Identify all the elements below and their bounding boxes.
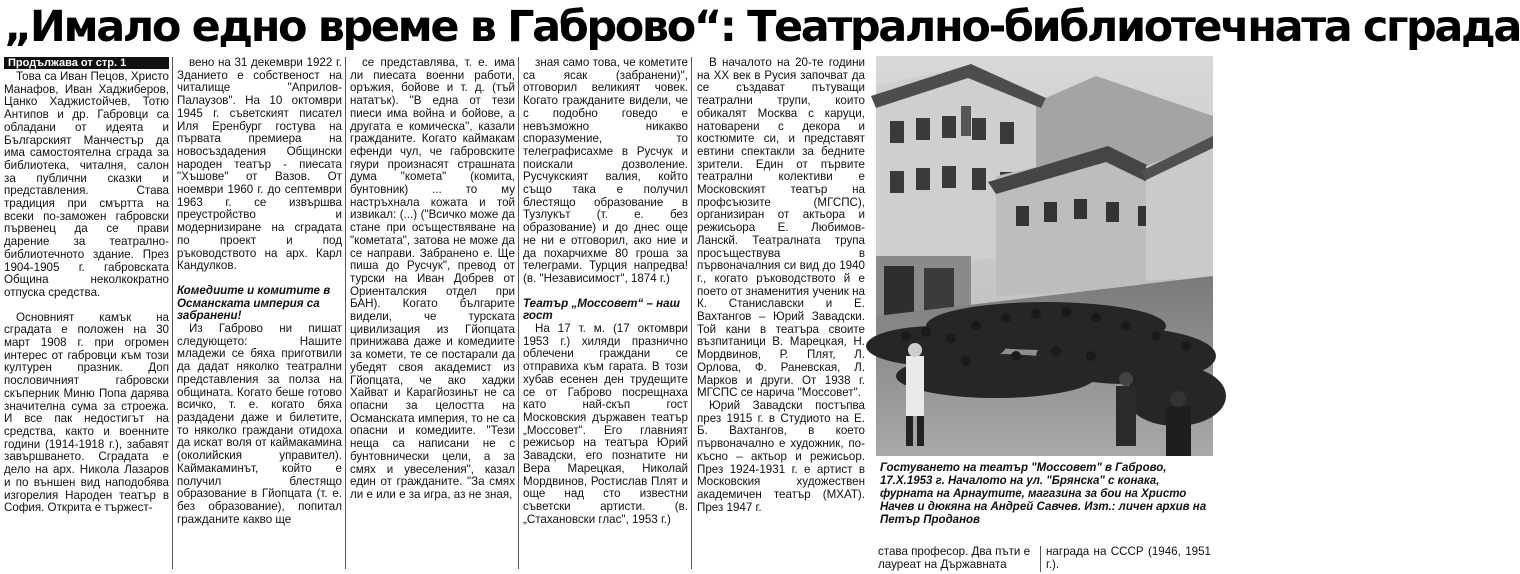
article-column-1 (4, 57, 169, 572)
paragraph: се представлява, т. е. има ли пиесата военни работи, оръжия, бойове и т. д. (тъй нататък). "В една от тези пиеси има война и бойове, а другата е комическа", казали гражданите. Когато каймакам ефенди чул, че габровските гяури произнасят страшната дума "комета" (комита, бунтовник) ... то му настръхнала кожата и той извикал: (...) ("Всичко може да стане при осъществяване на "кометата", затова не може да се направи. Забранено е. Ще пиша до Русчук", превод от турски на Иван Добрев от Ориенталския отдел при БАН). Когато българите видели, че турската цивилизация из Гйопцата принижава даже и комедиите за комети, те се постарали да убедят своя академист из Гйопцата, че ако хаджи Хайват и Карагйозиньт не са опасни за целостта на Османската империя, то не са опасни и комедиите. "Тези неща са написани не с бунтовнически цели, а за смях и увеселения", казал един от гражданите. "За смях ли е или е за игра, аз не зная, (350, 56, 515, 501)
headline: „Имало едно време в Габрово“: Театрално-библиотечната сграда (4, 2, 1520, 52)
column-divider (1040, 546, 1041, 572)
article-column-3 (350, 57, 515, 572)
continued-tag: Продължава от стр. 1 (4, 57, 169, 69)
column-divider (345, 57, 346, 569)
paragraph: вено на 31 декември 1922 г. Зданието е собственост на читалище "Априлов-Палаузов". На 10 октомври 1945 г. съветският писател Иля Еренбург гостува на първата премиера на новосъздадения Общински народен театър - пиесата "Хъшове" от Вазов. От ноември 1960 г. до септември 1963 г. се извършва преустройство и модернизиране на сградата по проект и под ръководството на арх. Карл Кандулков. (177, 56, 342, 273)
paragraph: Из Габрово ни пишат следующето: Нашите младежи се бяха приготвили да дадат няколко театрални представления за полза на общината. Когато беше готово всичко, т. е. когато бяха раздадени даже и билетите, то няколко граждани отидоха да искат воля от каймакамина (околийския управител). Каймакаминът, който е получил блестящо образование в Гйопцата (т. е. без образование), попитал гражданите какво ще (177, 322, 342, 526)
article-column-2 (177, 57, 342, 572)
section-subheading: Театър „Моссовет“ – наш гост (523, 296, 680, 323)
paragraph: На 17 т. м. (17 октомври 1953 г.) хиляди празнично облечени граждани се отправиха към гарата. В този хубав есенен ден трудещите се от Габрово посрещнаха като най-скъп гост Московския държавен театър „Моссовет". Его главният режисьор на театъра Юрий Завадски, его познатите ни Вера Марецкая, Николай Мордвинов, Ростислав Плят и още над сто известни съветски артисти. (в. „Стахановски глас", 1953 г.) (523, 322, 688, 526)
photo-illustration (876, 56, 1213, 456)
column-divider (172, 57, 173, 569)
column-divider (518, 57, 519, 569)
article-column-4 (523, 57, 688, 572)
column-divider (691, 57, 692, 569)
paragraph: Юрий Завадски постъпва през 1915 г. в Студиото на Е. Б. Вахтангов, в което първоначално е художник, по-късно – актьор и режисьор. През 1924-1931 г. е артист в Московския художествен академичен театър (МХАТ). През 1947 г. (697, 398, 865, 514)
paragraph: Това са Иван Пецов, Христо Манафов, Иван Хаджиберов, Цанко Хаджистойчев, Тотю Антипов и др. Габровци са обладани от идеята и Българският Манчестър да има самостоятелна сграда за библиотека, читалня, салон за публични сказки и представления. Става традиция при смъртта на всеки по-заможен габровски първенец да се прави дарение за театрално-библиотечното здание. През 1904-1905 г. габровската Община неколкократно отпуска средства. (4, 70, 169, 299)
archival-photo (876, 56, 1213, 456)
paragraph: Основният камък на сградата е положен на 30 март 1908 г. при огромен интерес от габровци към този културен празник. Доп пословичният габровски скъперник Миню Попа дарява значителна сума за строежа. И все пак недостигът на средства, както и военните години (1914-1918 г.), забавят завършването. Сградата е дело на арх. Никола Лазаров и по външен вид наподобява изгорелия Народен театър в София. Открита е тържест- (4, 310, 169, 515)
photo-caption: Гостуването на театър "Моссовет" в Габрово, 17.Х.1953 г. Началото на ул. "Брянска" с конака, фурната на Арнаутите, магазина за бои на Христо Начев и дюкяна на Андрей Савчев. Изт.: личен архив на Петър Проданов (880, 462, 1207, 526)
section-subheading: Комедиите и комитите в Османската империя са забранени! (177, 283, 331, 323)
paragraph: В началото на 20-те години на XX век в Русия започват да се създават пътуващи театрални трупи, които обикалят Москва с каруци, натоварени с декора и костюмите си, и представят евтини спектакли за бедните зрители. Един от първите театрални колективи е Московският театър на профсъюзите (МГСПС), организиран от актьора и режисьора Е. Любимов-Ланскй. Театралната трупа просъществува в първоначалния си вид до 1940 г., когато ръководството й е поето от знаменития ученик на К. Станиславски и Е. Вахтангов – Юрий Завадски. Той кани в театъра своите възпитаници В. Марецкая, Н. Мордвинов, Р. Плят, Л. Орлова, Ф. Раневская, Л. Марков и други. От 1938 г. МГСПС се нарича "Моссовет". (697, 56, 865, 400)
bottom-right-text: награда на СССР (1946, 1951 г.). (1046, 545, 1211, 571)
bottom-left-text: става професор. Два пъти е лауреат на Държавната (878, 545, 1031, 571)
article-column-5 (697, 57, 865, 572)
paragraph: зная само това, че кометите са ясак (забранени)", отговорил великият човек. Когато гражданите видели, че с подобно говедо е невъзможно никакво споразумение, то телеграфисахме в Русчук и поискали дозволение. Русчукският валия, който също така е получил блестящо образование в Тузлукът (т. е. без образование) и до днес още не ни е отговорил, ако ние и да похарчихме 80 гроша за телеграми. Турция напредва! (в. "Независимост", 1874 г.) (523, 56, 688, 285)
